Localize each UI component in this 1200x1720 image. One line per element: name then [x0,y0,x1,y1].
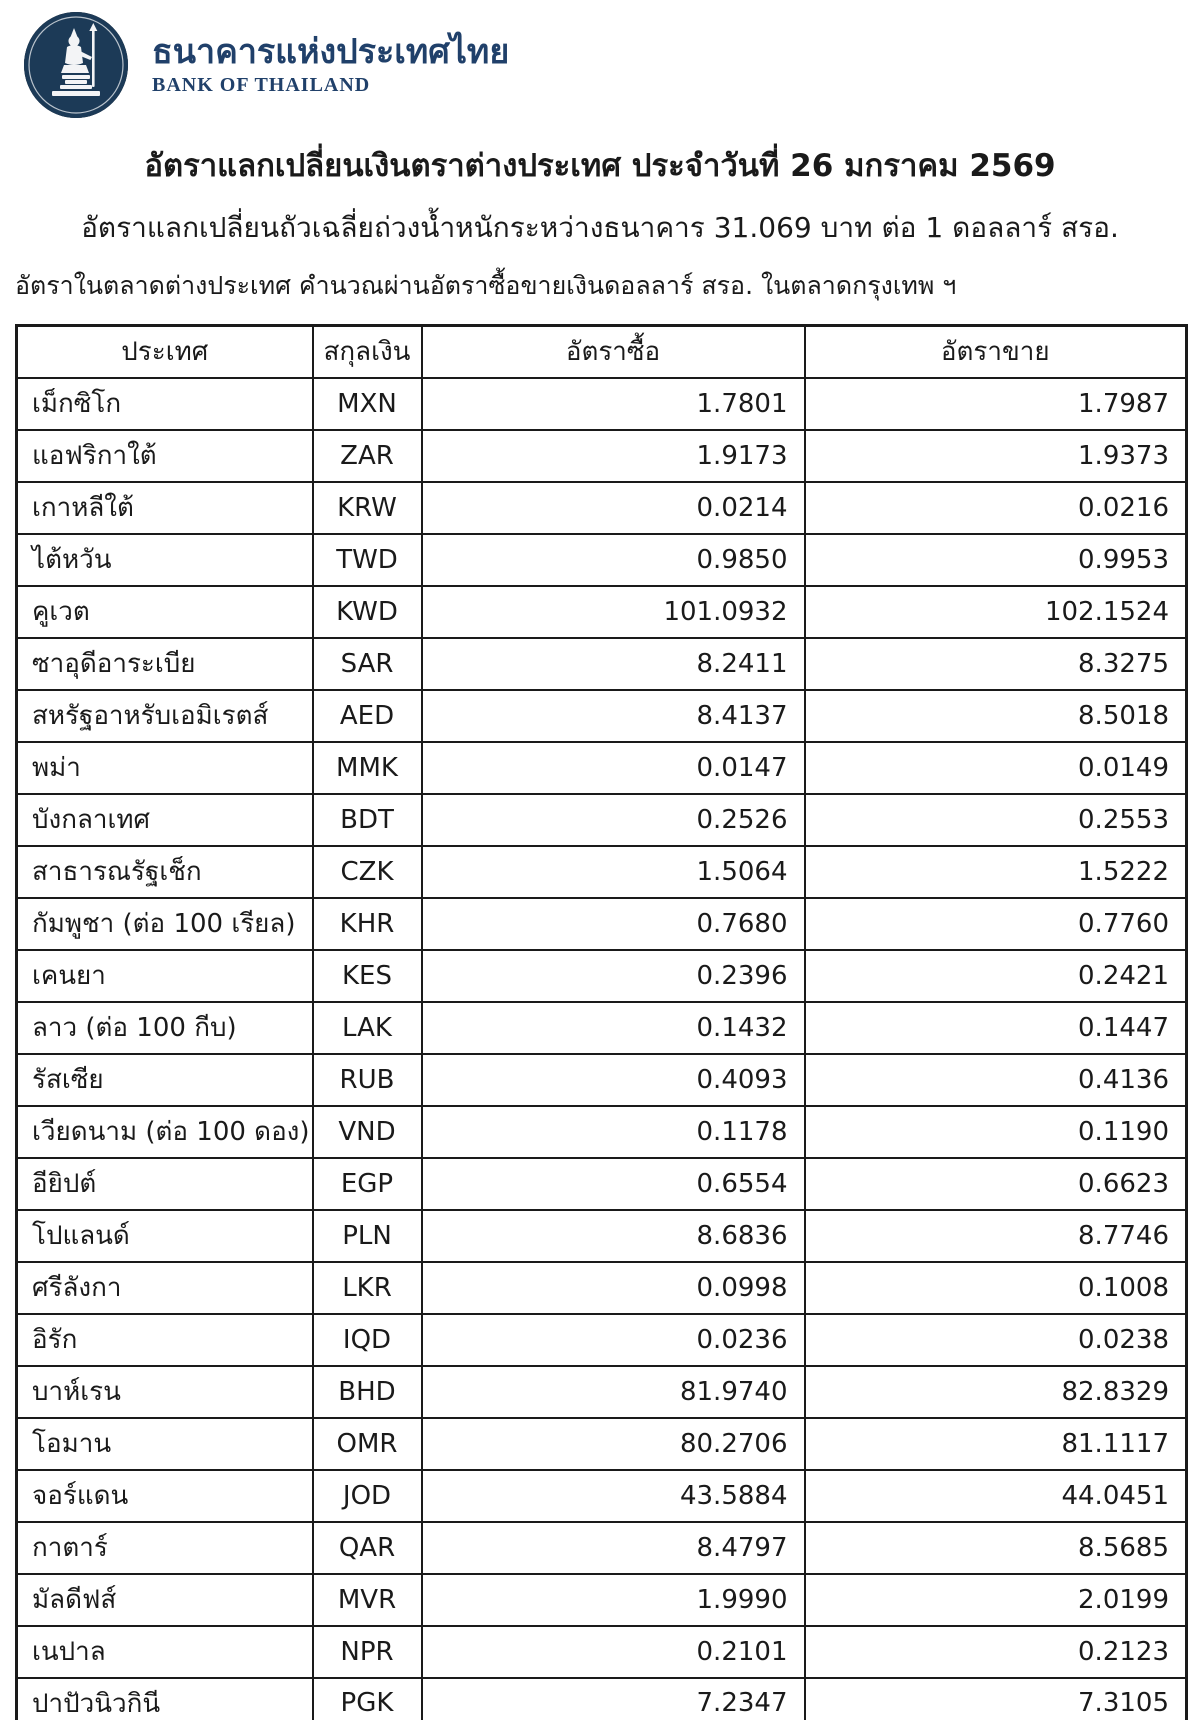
sell-rate-cell: 8.5685 [805,1522,1187,1574]
table-row [17,1002,1187,1054]
header-buy-rate: อัตราซื้อ [422,326,805,378]
table-row [17,1262,1187,1314]
buy-rate-cell: 1.9990 [422,1574,805,1626]
table-row [17,430,1187,482]
buy-rate-cell: 0.0998 [422,1262,805,1314]
country-cell: พม่า [17,742,313,794]
buy-rate-cell: 0.0147 [422,742,805,794]
currency-code-cell: RUB [313,1054,422,1106]
sell-rate-cell: 0.6623 [805,1158,1187,1210]
currency-code-cell: LKR [313,1262,422,1314]
table-row [17,1106,1187,1158]
table-row [17,1522,1187,1574]
sell-rate-cell: 8.5018 [805,690,1187,742]
currency-code-cell: ZAR [313,430,422,482]
bank-name-thai: ธนาคารแห่งประเทศไทย [152,31,510,72]
currency-code-cell: LAK [313,1002,422,1054]
currency-code-cell: KES [313,950,422,1002]
currency-code-cell: VND [313,1106,422,1158]
country-cell: สาธารณรัฐเช็ก [17,846,313,898]
currency-code-cell: PGK [313,1678,422,1720]
header-currency: สกุลเงิน [313,326,422,378]
buy-rate-cell: 1.9173 [422,430,805,482]
bank-name-block [152,33,509,97]
table-header-row [17,326,1187,378]
buy-rate-cell: 0.2101 [422,1626,805,1678]
currency-code-cell: KWD [313,586,422,638]
bank-header [0,0,1200,122]
table-row [17,378,1187,430]
buy-rate-cell: 0.2396 [422,950,805,1002]
table-row [17,638,1187,690]
sell-rate-cell: 0.2421 [805,950,1187,1002]
sell-rate-cell: 7.3105 [805,1678,1187,1720]
sell-rate-cell: 0.1008 [805,1262,1187,1314]
country-cell: อียิปต์ [17,1158,313,1210]
page-subtitle: อัตราแลกเปลี่ยนถัวเฉลี่ยถ่วงน้ำหนักระหว่างธนาคาร 31.069 บาท ต่อ 1 ดอลลาร์ สรอ. [81,211,1119,244]
currency-code-cell: BDT [313,794,422,846]
buy-rate-cell: 0.1178 [422,1106,805,1158]
country-cell: เกาหลีใต้ [17,482,313,534]
currency-code-cell: MMK [313,742,422,794]
country-cell: ไต้หวัน [17,534,313,586]
table-row [17,1158,1187,1210]
buy-rate-cell: 0.6554 [422,1158,805,1210]
country-cell: บาห์เรน [17,1366,313,1418]
country-cell: ลาว (ต่อ 100 กีบ) [17,1002,313,1054]
table-row [17,1678,1187,1720]
buy-rate-cell: 0.9850 [422,534,805,586]
sell-rate-cell: 2.0199 [805,1574,1187,1626]
currency-code-cell: KRW [313,482,422,534]
buy-rate-cell: 0.0236 [422,1314,805,1366]
buy-rate-cell: 80.2706 [422,1418,805,1470]
table-row [17,1366,1187,1418]
buy-rate-cell: 1.5064 [422,846,805,898]
currency-code-cell: MVR [313,1574,422,1626]
buy-rate-cell: 43.5884 [422,1470,805,1522]
table-row [17,1418,1187,1470]
country-cell: ศรีลังกา [17,1262,313,1314]
buy-rate-cell: 8.4137 [422,690,805,742]
currency-code-cell: JOD [313,1470,422,1522]
currency-code-cell: BHD [313,1366,422,1418]
buy-rate-cell: 8.4797 [422,1522,805,1574]
table-row [17,742,1187,794]
table-row [17,1574,1187,1626]
page-title: อัตราแลกเปลี่ยนเงินตราต่างประเทศ ประจำวันที่ 26 มกราคม 2569 [144,148,1056,184]
currency-code-cell: EGP [313,1158,422,1210]
sell-rate-cell: 82.8329 [805,1366,1187,1418]
table-row [17,898,1187,950]
sell-rate-cell: 0.7760 [805,898,1187,950]
sell-rate-cell: 81.1117 [805,1418,1187,1470]
table-row [17,534,1187,586]
country-cell: ปาปัวนิวกินี [17,1678,313,1720]
sell-rate-cell: 0.4136 [805,1054,1187,1106]
table-row [17,1626,1187,1678]
country-cell: อิรัก [17,1314,313,1366]
currency-code-cell: PLN [313,1210,422,1262]
table-row [17,482,1187,534]
currency-code-cell: NPR [313,1626,422,1678]
table-row [17,950,1187,1002]
buy-rate-cell: 0.1432 [422,1002,805,1054]
country-cell: คูเวต [17,586,313,638]
market-note: อัตราในตลาดต่างประเทศ คำนวณผ่านอัตราซื้อขายเงินดอลลาร์ สรอ. ในตลาดกรุงเทพ ฯ [15,271,957,300]
country-cell: มัลดีฟส์ [17,1574,313,1626]
table-row [17,1054,1187,1106]
currency-code-cell: KHR [313,898,422,950]
sell-rate-cell: 44.0451 [805,1470,1187,1522]
buy-rate-cell: 0.2526 [422,794,805,846]
table-row [17,1210,1187,1262]
country-cell: รัสเซีย [17,1054,313,1106]
table-row [17,846,1187,898]
table-row [17,1314,1187,1366]
sell-rate-cell: 1.9373 [805,430,1187,482]
country-cell: จอร์แดน [17,1470,313,1522]
buy-rate-cell: 0.0214 [422,482,805,534]
country-cell: แอฟริกาใต้ [17,430,313,482]
country-cell: โอมาน [17,1418,313,1470]
country-cell: บังกลาเทศ [17,794,313,846]
country-cell: สหรัฐอาหรับเอมิเรตส์ [17,690,313,742]
sell-rate-cell: 0.0149 [805,742,1187,794]
sell-rate-cell: 8.3275 [805,638,1187,690]
currency-code-cell: MXN [313,378,422,430]
buy-rate-cell: 8.6836 [422,1210,805,1262]
country-cell: เนปาล [17,1626,313,1678]
bank-name-english: BANK OF THAILAND [152,74,371,97]
buy-rate-cell: 8.2411 [422,638,805,690]
sell-rate-cell: 102.1524 [805,586,1187,638]
sell-rate-cell: 0.9953 [805,534,1187,586]
table-row [17,586,1187,638]
buy-rate-cell: 81.9740 [422,1366,805,1418]
buy-rate-cell: 7.2347 [422,1678,805,1720]
currency-code-cell: OMR [313,1418,422,1470]
sell-rate-cell: 8.7746 [805,1210,1187,1262]
currency-code-cell: IQD [313,1314,422,1366]
country-cell: เวียดนาม (ต่อ 100 ดอง) [17,1106,313,1158]
buy-rate-cell: 0.7680 [422,898,805,950]
buy-rate-cell: 1.7801 [422,378,805,430]
sell-rate-cell: 0.1447 [805,1002,1187,1054]
sell-rate-cell: 0.0216 [805,482,1187,534]
sell-rate-cell: 0.2553 [805,794,1187,846]
sell-rate-cell: 1.7987 [805,378,1187,430]
currency-code-cell: CZK [313,846,422,898]
currency-code-cell: SAR [313,638,422,690]
currency-code-cell: AED [313,690,422,742]
table-row [17,1470,1187,1522]
table-row [17,690,1187,742]
sell-rate-cell: 0.2123 [805,1626,1187,1678]
table-row [17,794,1187,846]
header-sell-rate: อัตราขาย [805,326,1187,378]
sell-rate-cell: 0.1190 [805,1106,1187,1158]
country-cell: กัมพูชา (ต่อ 100 เรียล) [17,898,313,950]
exchange-rate-table [15,324,1188,1720]
buy-rate-cell: 0.4093 [422,1054,805,1106]
country-cell: กาตาร์ [17,1522,313,1574]
country-cell: เคนยา [17,950,313,1002]
country-cell: เม็กซิโก [17,378,313,430]
sell-rate-cell: 1.5222 [805,846,1187,898]
currency-code-cell: TWD [313,534,422,586]
bank-of-thailand-logo-icon [22,11,130,119]
country-cell: โปแลนด์ [17,1210,313,1262]
header-country: ประเทศ [17,326,313,378]
sell-rate-cell: 0.0238 [805,1314,1187,1366]
country-cell: ซาอุดีอาระเบีย [17,638,313,690]
buy-rate-cell: 101.0932 [422,586,805,638]
currency-code-cell: QAR [313,1522,422,1574]
